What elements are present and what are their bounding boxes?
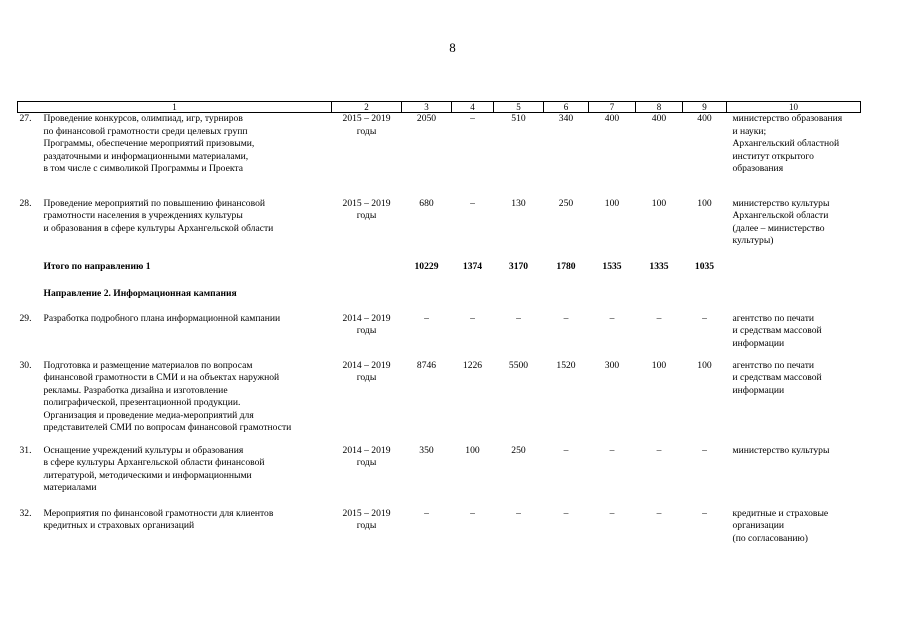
header-cell: 1 <box>18 102 332 113</box>
value-col3: 680 <box>419 197 434 209</box>
activity-name: Проведение мероприятий по повышению финансовой грамотности населения в учреждениях культуры и образования в сфере культуры Архангельской области <box>43 197 274 234</box>
page-number: 8 <box>449 40 456 55</box>
total-col5: 3170 <box>508 260 529 272</box>
value-col4: 1226 <box>462 359 483 371</box>
header-cell: 5 <box>494 102 544 113</box>
years: 2015 – 2019 годы <box>342 197 391 221</box>
row-number: 32. <box>19 507 32 519</box>
value-col7: – <box>609 507 615 519</box>
section-heading-row <box>18 288 861 313</box>
executor: агентство по печати и средствам массовой информации <box>732 359 822 396</box>
header-cell: 6 <box>544 102 589 113</box>
years: 2015 – 2019 годы <box>342 507 391 531</box>
blank-cell <box>18 261 42 288</box>
row-number: 27. <box>19 113 32 124</box>
value-col9: – <box>702 507 707 519</box>
blank-cell <box>18 288 42 313</box>
years: 2014 – 2019 годы <box>342 359 391 383</box>
value-col9: – <box>702 444 707 456</box>
value-col5: – <box>516 507 521 519</box>
header-cell: 4 <box>452 102 494 113</box>
value-col5: 5500 <box>508 359 529 371</box>
value-col4: 100 <box>465 444 480 456</box>
section-title: Направление 2. Информационная кампания <box>43 287 237 299</box>
value-col8: – <box>656 444 662 456</box>
table-row <box>18 508 861 548</box>
value-col8: 400 <box>651 113 667 124</box>
years: 2014 – 2019 годы <box>342 312 391 336</box>
blank-cell <box>727 261 861 288</box>
value-col3: – <box>424 507 429 519</box>
activity-name: Подготовка и размещение материалов по вопросам финансовой грамотности в СМИ и на объектах наружной рекламы. Разработка дизайна и изготовление полиграфической, презентационной продукции. Организация и проведение медиа-мероприятий для представителей СМИ по вопросам финансовой грамотности <box>43 359 292 433</box>
header-cell: 8 <box>636 102 683 113</box>
value-col9: 400 <box>697 113 712 124</box>
value-col4: – <box>470 312 475 324</box>
executor: министерство образования и науки; Архангельский областной институт открытого образования <box>732 113 843 174</box>
table-row <box>18 198 861 261</box>
header-cell: 2 <box>332 102 402 113</box>
value-col6: 340 <box>558 113 574 124</box>
value-col3: 2050 <box>416 113 437 124</box>
total-col9: 1035 <box>694 260 715 272</box>
value-col6: 250 <box>558 197 574 209</box>
value-col5: 250 <box>511 444 526 456</box>
value-col3: – <box>424 312 429 324</box>
header-cell: 9 <box>683 102 727 113</box>
years: 2014 – 2019 годы <box>342 444 391 468</box>
activity-name: Оснащение учреждений культуры и образования в сфере культуры Архангельской области финансовой литературой, методическими и информационными материалами <box>43 444 265 493</box>
value-col4: – <box>470 197 475 209</box>
value-col4: – <box>470 113 475 124</box>
value-col4: – <box>470 507 475 519</box>
value-col6: 1520 <box>556 359 576 371</box>
header-cell: 7 <box>589 102 636 113</box>
value-col5: 130 <box>511 197 526 209</box>
table-row <box>18 313 861 360</box>
value-col9: 100 <box>697 197 712 209</box>
total-row <box>18 261 861 288</box>
years: 2015 – 2019 годы <box>342 113 391 137</box>
table-row <box>18 113 861 198</box>
value-col3: 350 <box>419 444 434 456</box>
row-number: 29. <box>19 312 32 324</box>
value-col3: 8746 <box>416 359 437 371</box>
value-col6: – <box>563 312 569 324</box>
value-col8: 100 <box>651 197 667 209</box>
total-col8: 1335 <box>649 260 669 272</box>
value-col9: – <box>702 312 707 324</box>
table-row <box>18 360 861 445</box>
activity-name: Мероприятия по финансовой грамотности для клиентов кредитных и страховых организаций <box>43 507 274 531</box>
value-col5: 510 <box>511 113 526 124</box>
value-col8: 100 <box>651 359 667 371</box>
executor: кредитные и страховые организации (по согласованию) <box>732 507 829 544</box>
table-row <box>18 445 861 508</box>
activity-name: Проведение конкурсов, олимпиад, игр, турниров по финансовой грамотности среди целевых групп Программы, обеспечение мероприятий призовыми, раздаточными и информационными материалами, в том числе с символикой Программы и Проекта <box>43 113 255 174</box>
value-col7: 100 <box>604 197 620 209</box>
blank-cell <box>332 261 402 288</box>
value-col7: – <box>609 444 615 456</box>
executor: агентство по печати и средствам массовой информации <box>732 312 822 349</box>
value-col8: – <box>656 312 662 324</box>
activity-name: Разработка подробного плана информационной кампании <box>43 312 281 324</box>
total-col7: 1535 <box>602 260 622 272</box>
value-col6: – <box>563 444 569 456</box>
table-header-row <box>18 102 861 113</box>
executor: министерство культуры <box>732 444 830 456</box>
value-col9: 100 <box>697 359 712 371</box>
value-col7: 400 <box>604 113 620 124</box>
row-number: 30. <box>19 359 32 371</box>
value-col5: – <box>516 312 521 324</box>
program-table <box>17 101 861 548</box>
value-col6: – <box>563 507 569 519</box>
header-cell: 10 <box>727 102 861 113</box>
value-col7: – <box>609 312 615 324</box>
value-col7: 300 <box>604 359 620 371</box>
total-label: Итого по направлению 1 <box>43 260 151 272</box>
total-col6: 1780 <box>556 260 576 272</box>
total-col4: 1374 <box>462 260 483 272</box>
total-col3: 10229 <box>414 260 439 272</box>
row-number: 28. <box>19 197 32 209</box>
header-cell: 3 <box>402 102 452 113</box>
row-number: 31. <box>19 444 32 456</box>
value-col8: – <box>656 507 662 519</box>
executor: министерство культуры Архангельской области (далее – министерство культуры) <box>732 197 830 246</box>
